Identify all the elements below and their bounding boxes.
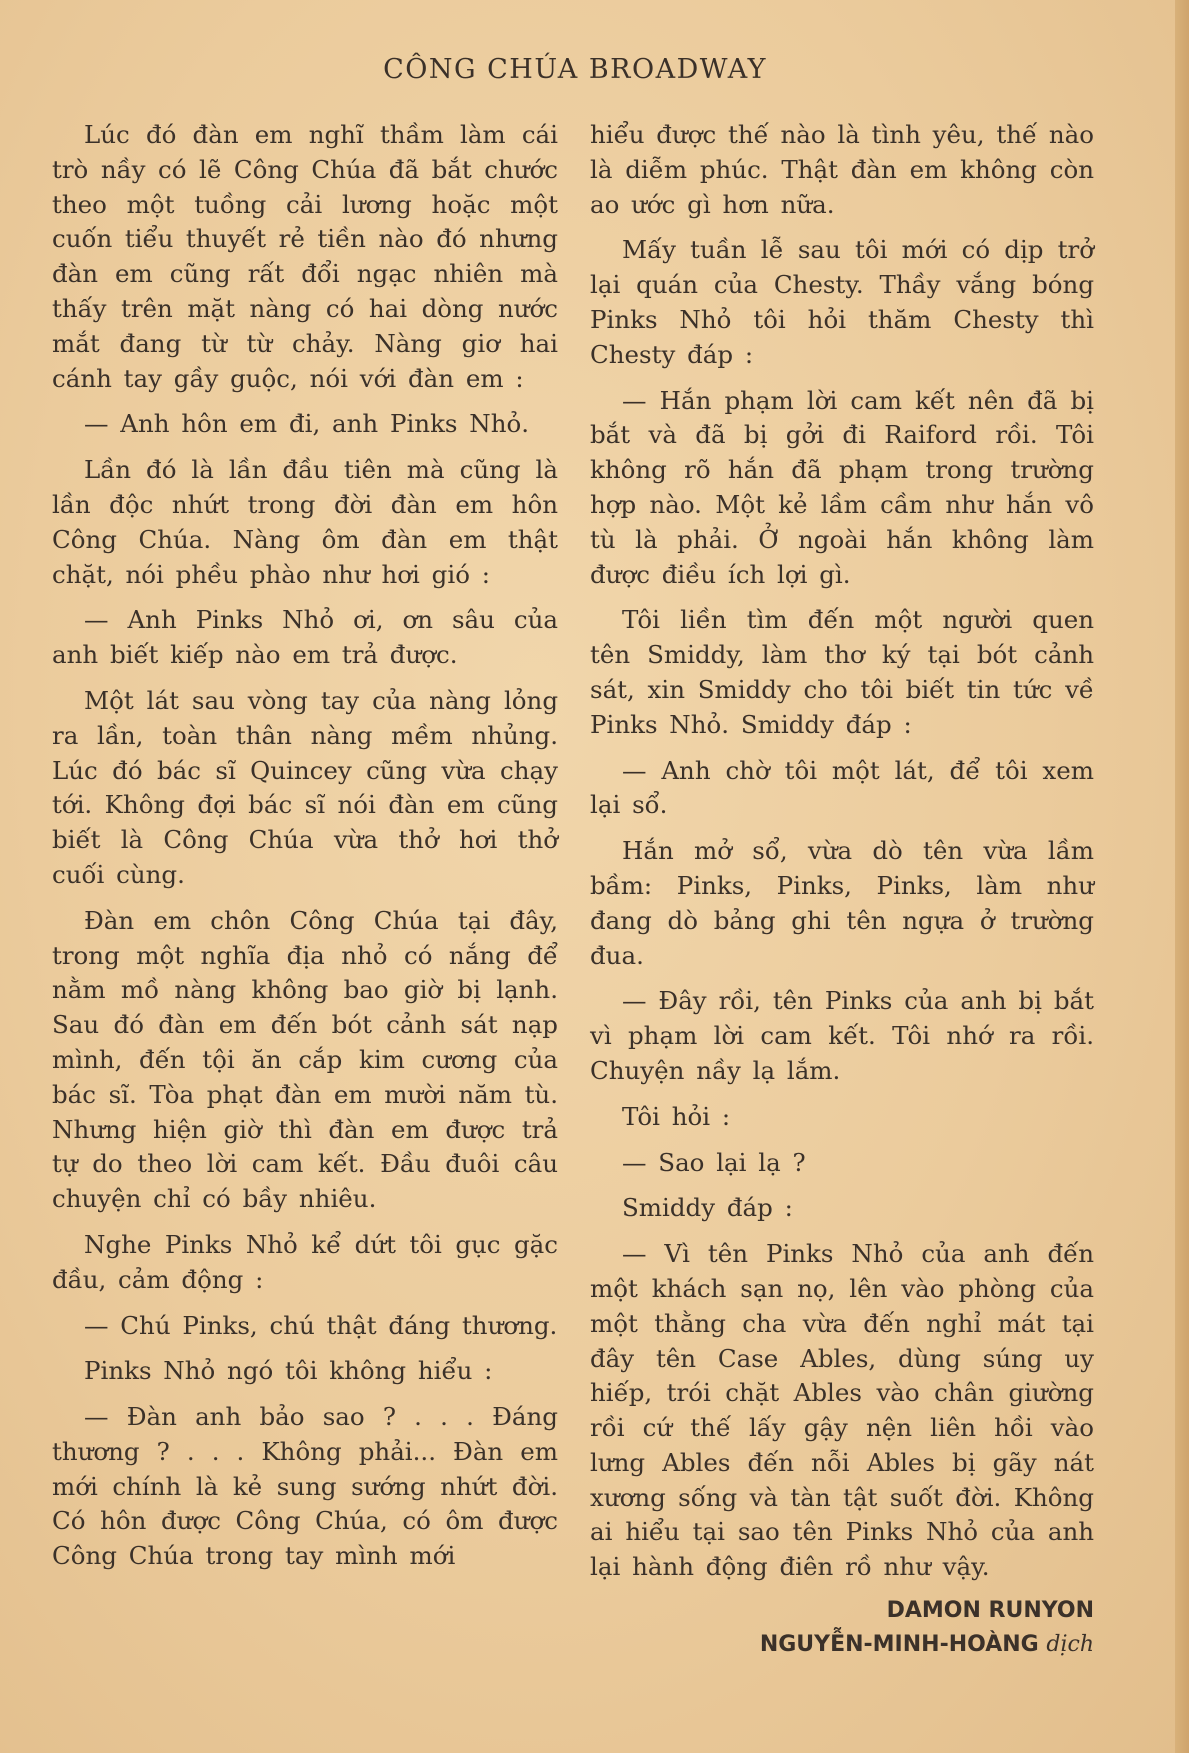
dialogue-line: — Anh Pinks Nhỏ ơi, ơn sâu của anh biết kiếp nào em trả được. [52, 605, 558, 670]
dialogue-line: — Anh hôn em đi, anh Pinks Nhỏ. [84, 409, 530, 439]
author-name: DAMON RUNYON [886, 1598, 1094, 1624]
right-column [590, 118, 1094, 1662]
translator-credit [590, 1628, 1094, 1662]
paragraph: Nghe Pinks Nhỏ kể dứt tôi gục gặc đầu, cảm động : [52, 1229, 558, 1294]
dialogue-line: — Hắn phạm lời cam kết nên đã bị bắt và đã bị gởi đi Raiford rồi. Tôi không rõ hắn đã phạm trong trường hợp nào. Một kẻ lầm cầm như hắn vô tù là phải. Ở ngoài hắn không làm được điều ích lợi gì. [590, 385, 1094, 589]
dialogue-line: — Sao lại lạ ? [622, 1147, 806, 1177]
dialogue-line: — Đàn anh bảo sao ? . . . Đáng thương ? . . . Không phải... Đàn em mới chính là kẻ sung sướng nhứt đời. Có hôn được Công Chúa, có ôm được Công Chúa trong tay mình mới [52, 1402, 558, 1571]
dialogue-line: — Đây rồi, tên Pinks của anh bị bắt vì phạm lời cam kết. Tôi nhớ ra rồi. Chuyện nầy lạ lắm. [590, 986, 1094, 1085]
dialogue-line: — Chú Pinks, chú thật đáng thương. [84, 1310, 558, 1340]
paragraph: Hắn mở sổ, vừa dò tên vừa lầm bầm: Pinks, Pinks, Pinks, làm như đang dò bảng ghi tên ngựa ở trường đua. [590, 836, 1094, 970]
paragraph: Đàn em chôn Công Chúa tại đây, trong một nghĩa địa nhỏ có nắng để nằm mồ nàng không bao giờ bị lạnh. Sau đó đàn em đến bót cảnh sát nạp mình, đến tội ăn cắp kim cương của bác sĩ. Tòa phạt đàn em mười năm tù. Nhưng hiện giờ thì đàn em được trả tự do theo lời cam kết. Đầu đuôi câu chuyện chỉ có bầy nhiêu. [52, 905, 558, 1214]
paragraph: Tôi liền tìm đến một người quen tên Smiddy, làm thơ ký tại bót cảnh sát, xin Smiddy cho tôi biết tin tức về Pinks Nhỏ. Smiddy đáp : [590, 605, 1094, 739]
dialogue-line: — Anh chờ tôi một lát, để tôi xem lại sổ. [590, 755, 1094, 820]
paragraph: Mấy tuần lễ sau tôi mới có dịp trở lại quán của Chesty. Thầy vắng bóng Pinks Nhỏ tôi hỏi thăm Chesty thì Chesty đáp : [590, 235, 1094, 369]
paragraph: Tôi hỏi : [622, 1101, 731, 1131]
dialogue-line: — Vì tên Pinks Nhỏ của anh đến một khách sạn nọ, lên vào phòng của một thằng cha vừa đến nghỉ mát tại đây tên Case Ables, dùng súng uy hiếp, trói chặt Ables vào chân giường rồi cứ thế lấy gậy nện liên hồi vào lưng Ables đến nỗi Ables bị gãy nát xương sống và tàn tật suốt đời. Không ai hiểu tại sao tên Pinks Nhỏ của anh lại hành động điên rồ như vậy. [590, 1239, 1094, 1582]
paragraph: Lúc đó đàn em nghĩ thầm làm cái trò nầy có lẽ Công Chúa đã bắt chước theo một tuồng cải lương hoặc một cuốn tiểu thuyết rẻ tiền nào đó nhưng đàn em cũng rất đổi ngạc nhiên mà thấy trên mặt nàng có hai dòng nước mắt đang từ từ chảy. Nàng giơ hai cánh tay gầy guộc, nói với đàn em : [52, 120, 558, 393]
paragraph-continued: hiểu được thế nào là tình yêu, thế nào là diễm phúc. Thật đàn em không còn ao ước gì hơn nữa. [590, 120, 1094, 219]
running-head-title: CÔNG CHÚA BROADWAY [383, 54, 767, 85]
paragraph: Smiddy đáp : [622, 1193, 793, 1223]
paragraph: Pinks Nhỏ ngó tôi không hiểu : [84, 1356, 493, 1386]
author-byline [590, 1594, 1094, 1662]
paragraph: Một lát sau vòng tay của nàng lỏng ra lần, toàn thân nàng mềm nhủng. Lúc đó bác sĩ Quincey cũng vừa chạy tới. Không đợi bác sĩ nói đàn em cũng biết là Công Chúa vừa thở hơi thở cuối cùng. [52, 685, 558, 889]
left-column [52, 118, 558, 1585]
translator-name: NGUYỄN-MINH-HOÀNG [759, 1632, 1039, 1658]
translator-suffix: dịch [1046, 1632, 1094, 1658]
paragraph: Lần đó là lần đầu tiên mà cũng là lần độc nhứt trong đời đàn em hôn Công Chúa. Nàng ôm đàn em thật chặt, nói phều phào như hơi gió : [52, 455, 558, 589]
